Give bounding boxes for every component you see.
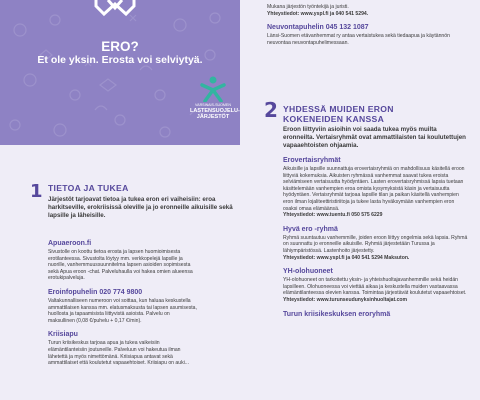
section-yhdessa	[283, 104, 468, 318]
org-name-line2: JÄRJESTÖT	[196, 113, 230, 120]
item-heading: Erovertaisryhmät	[283, 157, 341, 164]
item-body: Aikuisille ja lapsille suunnattuja erovertaisryhmiä on mahdollisuus käsitellä eroon liittyviä kokemuksia. Aikuisten ryhmässä vanhemmat saavat tukea eroista selviämiseen vertaisuutta hyödyntäen. Lasten erovertaisryhmissä lapsia tuetaan käsittelemään vanhempien eroa omista kysymyksistä käsin ja vertaisuutta hyödyntäen. Vertaisryhmät tarjoaa lapsille tilan ja paikan käsitellä vanhempien eron ilman lojaliteettiristiriitoja ja tukee lasta hyväksymään vanhempien eron osaksi omaa elämäänsä.	[283, 166, 465, 212]
knot-logo-icon	[90, 0, 140, 20]
org-region: VARSINAIS-SUOMEN	[195, 103, 231, 107]
organization-logo	[190, 76, 240, 120]
hero-subtitle: Et ole yksin. Erosta voi selviytyä.	[37, 54, 203, 66]
background-icon-pattern	[0, 0, 240, 145]
section-title: TIETOA JA TUKEA	[48, 183, 129, 193]
section-title-line2: KOKENEIDEN KANSSA	[283, 114, 385, 124]
hero-banner	[0, 0, 240, 145]
item-heading: Eroinfopuhelin 020 774 9800	[48, 288, 143, 296]
right-column	[240, 0, 480, 400]
section-lead: Järjestöt tarjoavat tietoa ja tukea eron eri vaiheisiin: eroa harkitseville, erokriisissä oleville ja jo eronneille aikuisille sekä lapsille ja läheisille.	[48, 196, 233, 219]
hero-title: ERO?	[101, 39, 139, 54]
item-body: Mukana järjestön työntekijä ja juristi.	[267, 4, 349, 10]
section-number: 2	[264, 98, 278, 122]
item-body: Turun kriisikeskus tarjoaa apua ja tukea vaikeisiin elämäntilanteisiin joutuneille. Palveluun voi hakeutua ilman lähetettä ja myös nimettömänä. Kriisiapua antavat sekä ammattilaiset että koulutetut vapaaehtoiset. Kriisiapu on auki...	[48, 340, 190, 367]
item-heading: YH-olohuoneet	[283, 268, 333, 276]
item-body: Valtakunnalliseen numeroon voi soittaa, kun haluaa keskustella ammattilaisen kanssa mm. elatusmaksusta tai lapsen asumisesta, huollosta ja tapaamisista liittyvistä asioista. Palvelu on maksullinen (0,08 €/puhelu + 0,17 €/min).	[48, 297, 197, 324]
item-body: YH-olohuoneet on tarkoitettu yksin- ja yhteishuoltajavanhemmille sekä heidän lapsilleen. Olohuoneessa voi viettää aikaa ja keskustella muiden vastaavassa elämäntilanteessa olevien kanssa. Toimintaa järjestävät koulutetut vapaaehtoiset.	[283, 277, 467, 297]
item-heading: Turun kriisikeskuksen eroryhmä	[283, 310, 391, 318]
section-lead: Eroon liittyviin asioihin voi saada tukea myös muilta eronneilta. Vertaisryhmät ovat ammattilaisten tai koulutettujen vapaaehtoisten ohjaamia.	[283, 126, 466, 149]
item-heading: Kriisiapu	[48, 331, 78, 339]
section-tietoa	[48, 183, 240, 220]
item-body: Sivustolle on koottu tietoa erosta ja lapsen huomioimisesta erotilanteessa. Sivustolta löytyy mm. verkkopelejä lapsille ja nuorille, vanhemmuussuunnitelma lapsen asioiden sopimisesta sekä Apua eroon -chat. Palveluhaulla voi hakea omien alueensa erotukipalveluja.	[48, 249, 193, 282]
item-contact: Yhteystiedot: www.yspl.fi ja 040 541 5294.	[267, 10, 369, 17]
item-contact: Yhteystiedot: www.turunseudunyksinhuoltajat.com	[283, 296, 408, 303]
section-title-line1: YHDESSÄ MUIDEN ERON	[283, 104, 394, 114]
right-top-block	[267, 2, 467, 46]
section-items	[48, 233, 198, 367]
item-body: Länsi-Suomen etävanhemmat ry antaa vertaistukea sekä tiedaapua ja käytännön neuvontaa neuvontapuhelimessaan.	[267, 33, 450, 46]
section-number: 1	[30, 181, 43, 202]
org-name-line1: LASTENSUOJELU-	[190, 107, 240, 114]
item-heading: Hyvä ero -ryhmä	[283, 225, 338, 233]
item-body: Ryhmä suuntautuu vanhemmille, joiden eroon liittyy ongelmia sekä lapsia. Ryhmä on suunnattu jo eronneille aikuisille. Ryhmiä järjestetään Turussa ja lähiympäristössä. Lastenhoito järjestetty.	[283, 234, 468, 254]
person-figure-icon	[200, 76, 226, 102]
item-contact: Yhteystiedot: www.yspl.fi ja 040 541 5294 Maksuton.	[283, 254, 410, 261]
item-contact: Yhteystiedot: www.tuentu.fi 050 575 6229	[283, 212, 383, 219]
item-heading: Neuvontapuhelin 045 132 1087	[267, 24, 369, 32]
item-heading: Apuaeroon.fi	[48, 240, 92, 247]
